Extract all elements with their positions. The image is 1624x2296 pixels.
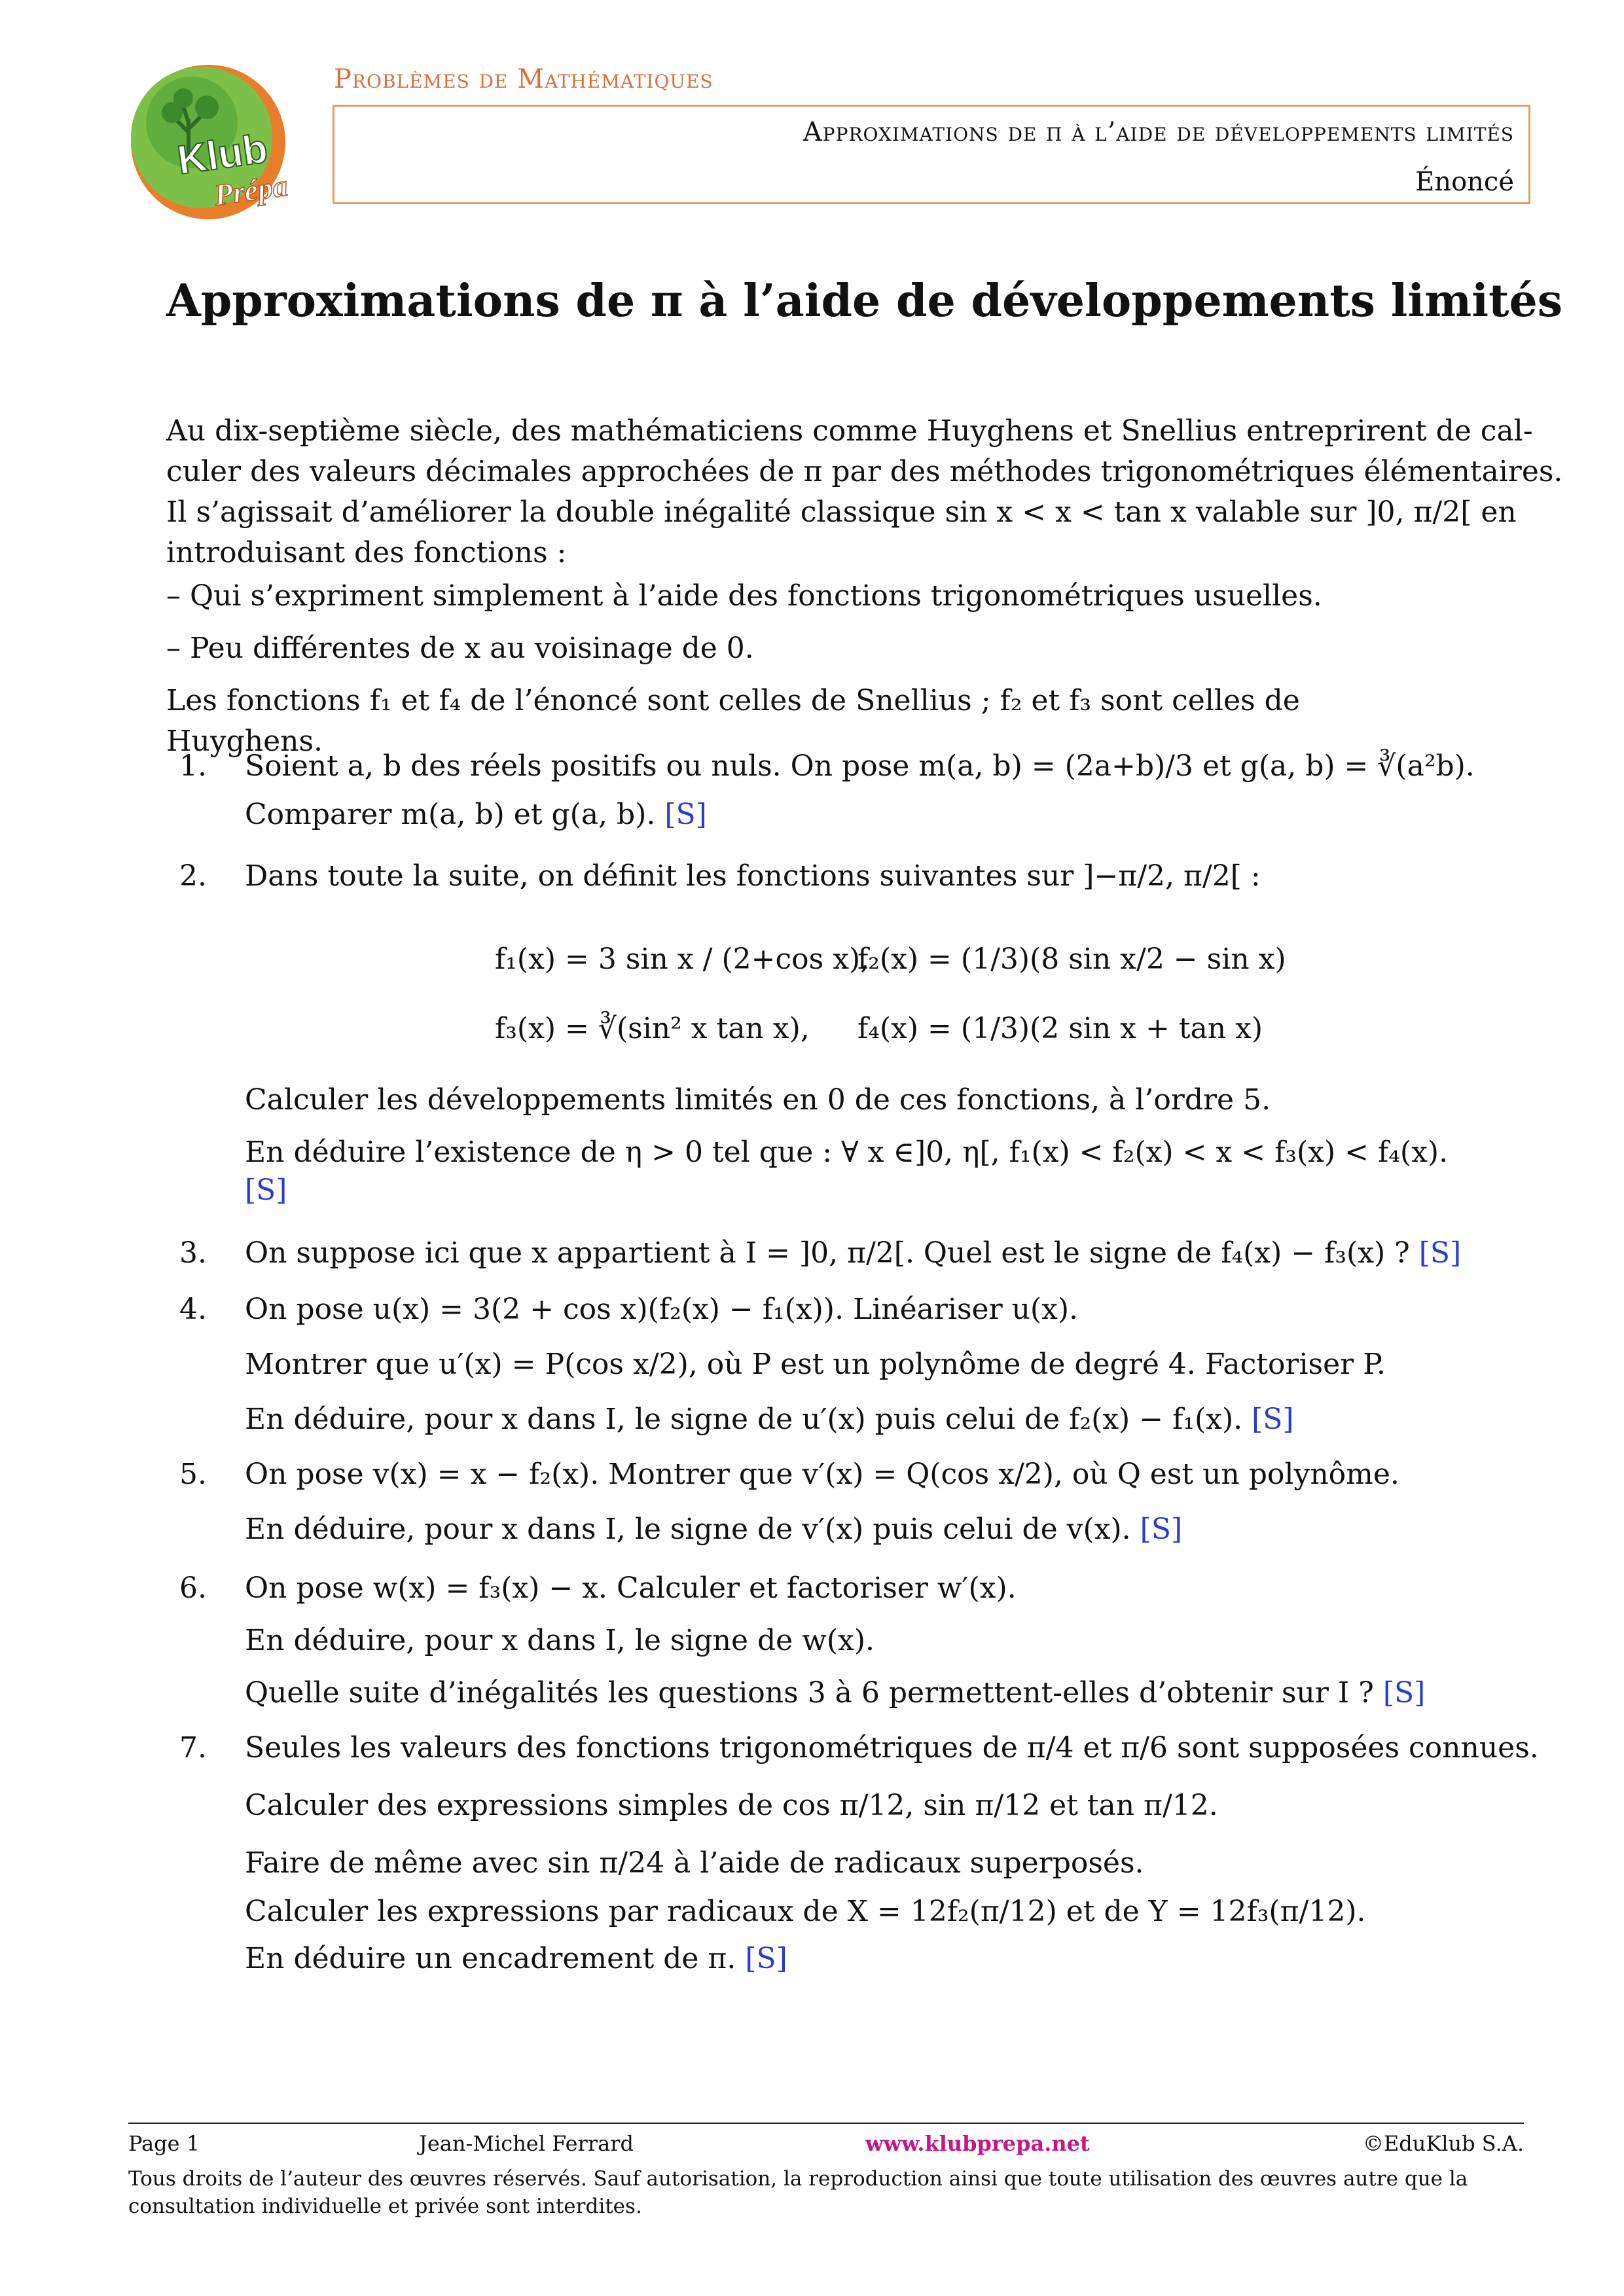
solution-link[interactable]: [S] <box>245 1174 287 1207</box>
question-line <box>245 1673 1425 1713</box>
question-text: Quelle suite d’inégalités les questions 3 à 6 permettent-elles d’obtenir sur I ? <box>245 1676 1374 1710</box>
series-title: Problèmes de Mathématiques <box>334 64 713 94</box>
question-line <box>245 1170 287 1211</box>
question-number: 7. <box>179 1731 207 1765</box>
solution-link[interactable]: [S] <box>745 1942 787 1975</box>
question-line: Calculer des expressions simples de cos π/12, sin π/12 et tan π/12. <box>245 1789 1218 1822</box>
logo-text-klub: Klub <box>174 126 270 184</box>
question-text: On suppose ici que x appartient à I = ]0, π/2[. Quel est le signe de f₄(x) − f₃(x) ? <box>245 1236 1410 1270</box>
formula-f1: f₁(x) = 3 sin x / (2+cos x), <box>495 942 870 976</box>
question-line: Calculer les développements limités en 0 de ces fonctions, à l’ordre 5. <box>245 1083 1271 1117</box>
question-line: Montrer que u′(x) = P(cos x/2), où P est un polynôme de degré 4. Factoriser P. <box>245 1348 1386 1381</box>
formula-f2: f₂(x) = (1/3)(8 sin x/2 − sin x) <box>857 942 1286 976</box>
question-line: On pose v(x) = x − f₂(x). Montrer que v′(x) = Q(cos x/2), où Q est un polynôme. <box>245 1458 1399 1491</box>
footer-copyright: ©EduKlub S.A. <box>1362 2131 1524 2156</box>
question-number: 1. <box>179 749 207 783</box>
solution-link[interactable]: [S] <box>1252 1403 1294 1436</box>
footer-page: Page 1 <box>128 2131 200 2156</box>
solution-link[interactable]: [S] <box>1382 1676 1426 1710</box>
footer-rule <box>128 2123 1524 2124</box>
question-line: Seules les valeurs des fonctions trigonométriques de π/4 et π/6 sont supposées connues. <box>245 1731 1539 1765</box>
bullet-item: – Peu différentes de x au voisinage de 0. <box>166 632 754 665</box>
question-line: Calculer les expressions par radicaux de X = 12f₂(π/12) et de Y = 12f₃(π/12). <box>245 1895 1366 1928</box>
footer-site-link[interactable]: www.klubprepa.net <box>865 2131 1090 2156</box>
header-topic: Approximations de π à l’aide de développements limités <box>803 117 1514 147</box>
question-line: Dans toute la suite, on définit les fonctions suivantes sur ]−π/2, π/2[ : <box>245 859 1261 893</box>
question-line <box>245 1509 1182 1550</box>
question-text: En déduire, pour x dans I, le signe de u′(x) puis celui de f₂(x) − f₁(x). <box>245 1403 1243 1436</box>
logo-text-prepa: Prépa <box>212 168 290 212</box>
question-line <box>245 1939 787 1979</box>
solution-link[interactable]: [S] <box>1140 1513 1183 1546</box>
page-title: Approximations de π à l’aide de développements limités <box>166 275 1563 327</box>
intro-line: Au dix-septième siècle, des mathématiciens comme Huyghens et Snellius entreprirent de cal- <box>166 414 1533 448</box>
intro-paragraph <box>166 411 1563 573</box>
question-number: 3. <box>179 1236 207 1270</box>
header-box <box>333 105 1530 204</box>
formula-f3: f₃(x) = ∛(sin² x tan x), <box>495 1012 810 1045</box>
question-line: En déduire, pour x dans I, le signe de w(x). <box>245 1624 875 1657</box>
footer-rights: Tous droits de l’auteur des œuvres réservés. Sauf autorisation, la reproduction ainsi que toute utilisation des œuvres autre que la consultation individuelle et privée sont interdites. <box>128 2167 1468 2218</box>
klubprepa-logo <box>117 60 313 224</box>
question-line <box>245 795 707 835</box>
question-text: Comparer m(a, b) et g(a, b). <box>245 798 656 831</box>
question-number: 4. <box>179 1293 207 1326</box>
question-line: On pose w(x) = f₃(x) − x. Calculer et factoriser w′(x). <box>245 1571 1017 1605</box>
solution-link[interactable]: [S] <box>664 798 707 831</box>
intro-line: Il s’agissait d’améliorer la double inégalité classique sin x < x < tan x valable sur ]0, π/2[ en <box>166 495 1517 529</box>
intro-paragraph-2: Les fonctions f₁ et f₄ de l’énoncé sont celles de Snellius ; f₂ et f₃ sont celles de Huyghens. <box>166 684 1300 758</box>
question-number: 5. <box>179 1458 207 1491</box>
intro-line: introduisant des fonctions : <box>166 536 567 569</box>
question-line: On pose u(x) = 3(2 + cos x)(f₂(x) − f₁(x)). Linéariser u(x). <box>245 1293 1079 1326</box>
question-line <box>245 1233 1461 1274</box>
question-line: Soient a, b des réels positifs ou nuls. On pose m(a, b) = (2a+b)/3 et g(a, b) = ∛(a²b). <box>245 749 1475 783</box>
bullet-item: – Qui s’expriment simplement à l’aide des fonctions trigonométriques usuelles. <box>166 579 1322 613</box>
question-number: 6. <box>179 1571 207 1605</box>
question-text: En déduire un encadrement de π. <box>245 1942 736 1975</box>
formula-f4: f₄(x) = (1/3)(2 sin x + tan x) <box>857 1012 1263 1045</box>
header-kind: Énoncé <box>1415 167 1514 197</box>
question-number: 2. <box>179 859 207 893</box>
question-line <box>245 1399 1294 1440</box>
question-line: En déduire l’existence de η > 0 tel que : ∀ x ∈]0, η[, f₁(x) < f₂(x) < x < f₃(x) < f₄(x). <box>245 1136 1449 1169</box>
question-text: En déduire, pour x dans I, le signe de v′(x) puis celui de v(x). <box>245 1513 1131 1546</box>
footer-author: Jean-Michel Ferrard <box>419 2131 634 2156</box>
question-line: Faire de même avec sin π/24 à l’aide de radicaux superposés. <box>245 1846 1144 1880</box>
solution-link[interactable]: [S] <box>1418 1236 1462 1270</box>
intro-line: culer des valeurs décimales approchées de π par des méthodes trigonométriques élémentaires. <box>166 455 1563 488</box>
